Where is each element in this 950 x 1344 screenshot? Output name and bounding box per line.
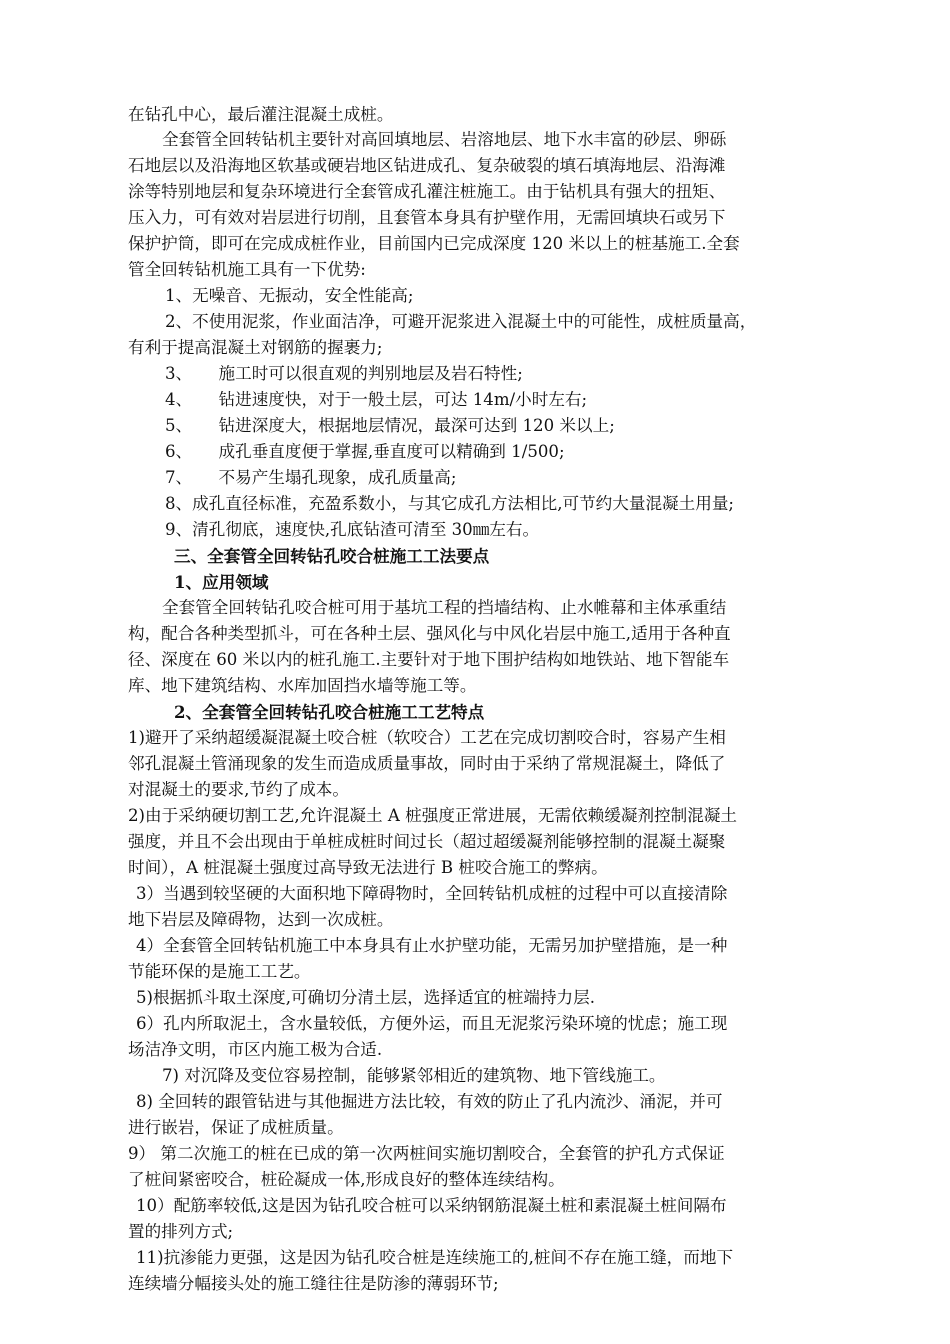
text-line: 保护护筒，即可在完成成桩作业，目前国内已完成深度 120 米以上的桩基施工.全套 xyxy=(128,234,740,253)
text-line: 构，配合各种类型抓斗，可在各种土层、强风化与中风化岩层中施工,适用于各种直 xyxy=(128,624,731,643)
text-line: 对混凝土的要求,节约了成本。 xyxy=(128,780,349,799)
text-line: 10）配筋率较低,这是因为钻孔咬合桩可以采纳钢筋混凝土桩和素混凝土桩间隔布 xyxy=(136,1196,727,1215)
text-line: 6）孔内所取泥土，含水量较低，方便外运，而且无泥浆污染环境的忧虑；施工现 xyxy=(136,1014,728,1033)
text-line: 时间），A 桩混凝土强度过高导致无法进行 B 桩咬合施工的弊病。 xyxy=(128,858,608,877)
text-line: 节能环保的是施工工艺。 xyxy=(128,962,311,981)
text-line: 石地层以及沿海地区软基或硬岩地区钻进成孔、复杂破裂的填石填海地层、沿海滩 xyxy=(128,156,726,175)
text-line: 11)抗渗能力更强，这是因为钻孔咬合桩是连续施工的,桩间不存在施工缝，而地下 xyxy=(136,1248,734,1267)
text-line: 7、 不易产生塌孔现象，成孔质量高; xyxy=(165,468,457,487)
text-line: 8) 全回转的跟管钻进与其他掘进方法比较，有效的防止了孔内流沙、涌泥，并可 xyxy=(136,1092,723,1111)
section-heading: 三、全套管全回转钻孔咬合桩施工工法要点 xyxy=(174,546,490,566)
text-line: 3、 施工时可以很直观的判别地层及岩石特性; xyxy=(165,364,523,383)
text-line: 3）当遇到较坚硬的大面积地下障碍物时，全回转钻机成桩的过程中可以直接清除 xyxy=(136,884,728,903)
text-line: 5、 钻进深度大，根据地层情况，最深可达到 120 米以上; xyxy=(165,416,615,435)
text-line: 邻孔混凝土管涌现象的发生而造成质量事故，同时由于采纳了常规混凝土，降低了 xyxy=(128,754,726,773)
text-line: 强度，并且不会出现由于单桩成桩时间过长（超过超缓凝剂能够控制的混凝土凝聚 xyxy=(128,832,726,851)
text-line: 4）全套管全回转钻机施工中本身具有止水护壁功能，无需另加护壁措施，是一种 xyxy=(136,936,728,955)
text-line: 有利于提高混凝土对钢筋的握裹力; xyxy=(128,338,383,357)
text-line: 全套管全回转钻机主要针对高回填地层、岩溶地层、地下水丰富的砂层、卵砾 xyxy=(162,130,727,149)
text-line: 4、 钻进速度快，对于一般土层，可达 14m/小时左右; xyxy=(165,390,588,409)
text-line: 连续墙分幅接头处的施工缝往往是防渗的薄弱环节; xyxy=(128,1274,499,1293)
text-line: 了桩间紧密咬合，桩砼凝成一体,形成良好的整体连续结构。 xyxy=(128,1170,565,1189)
text-line: 5)根据抓斗取土深度,可确切分清土层，选择适宜的桩端持力层. xyxy=(136,988,596,1007)
text-line: 管全回转钻机施工具有一下优势: xyxy=(128,260,366,279)
text-line: 2、不使用泥浆，作业面洁净，可避开泥浆进入混凝土中的可能性，成桩质量高， xyxy=(165,312,757,331)
text-line: 在钻孔中心，最后灌注混凝土成桩。 xyxy=(128,105,394,124)
text-line: 9） 第二次施工的桩在已成的第一次两桩间实施切割咬合，全套管的护孔方式保证 xyxy=(128,1144,725,1163)
text-line: 1)避开了采纳超缓凝混凝土咬合桩（软咬合）工艺在完成切割咬合时，容易产生相 xyxy=(128,728,726,747)
text-line: 1、无噪音、无振动，安全性能高; xyxy=(165,286,414,305)
text-line: 径、深度在 60 米以内的桩孔施工.主要针对于地下围护结构如地铁站、地下智能车 xyxy=(128,650,730,669)
section-heading: 1、应用领域 xyxy=(174,572,269,592)
text-line: 置的排列方式; xyxy=(128,1222,234,1241)
text-line: 场洁净文明，市区内施工极为合适. xyxy=(128,1040,383,1059)
text-line: 全套管全回转钻孔咬合桩可用于基坑工程的挡墙结构、止水帷幕和主体承重结 xyxy=(162,598,727,617)
section-heading: 2、全套管全回转钻孔咬合桩施工工艺特点 xyxy=(174,702,485,722)
text-line: 地下岩层及障碍物，达到一次成桩。 xyxy=(128,910,394,929)
text-line: 压入力，可有效对岩层进行切削，且套管本身具有护壁作用，无需回填块石或另下 xyxy=(128,208,726,227)
text-line: 7) 对沉降及变位容易控制，能够紧邻相近的建筑物、地下管线施工。 xyxy=(162,1066,666,1085)
text-line: 进行嵌岩，保证了成桩质量。 xyxy=(128,1118,344,1137)
text-line: 8、成孔直径标准，充盈系数小，与其它成孔方法相比,可节约大量混凝土用量; xyxy=(165,494,735,513)
text-line: 涂等特别地层和复杂环境进行全套管成孔灌注桩施工。由于钻机具有强大的扭矩、 xyxy=(128,182,726,201)
text-line: 2)由于采纳硬切割工艺,允许混凝土 A 桩强度正常进展，无需依赖缓凝剂控制混凝土 xyxy=(128,806,738,825)
text-line: 库、地下建筑结构、水库加固挡水墙等施工等。 xyxy=(128,676,477,695)
text-line: 9、清孔彻底，速度快,孔底钻渣可清至 30㎜左右。 xyxy=(165,520,540,539)
text-line: 6、 成孔垂直度便于掌握,垂直度可以精确到 1/500; xyxy=(165,442,565,461)
